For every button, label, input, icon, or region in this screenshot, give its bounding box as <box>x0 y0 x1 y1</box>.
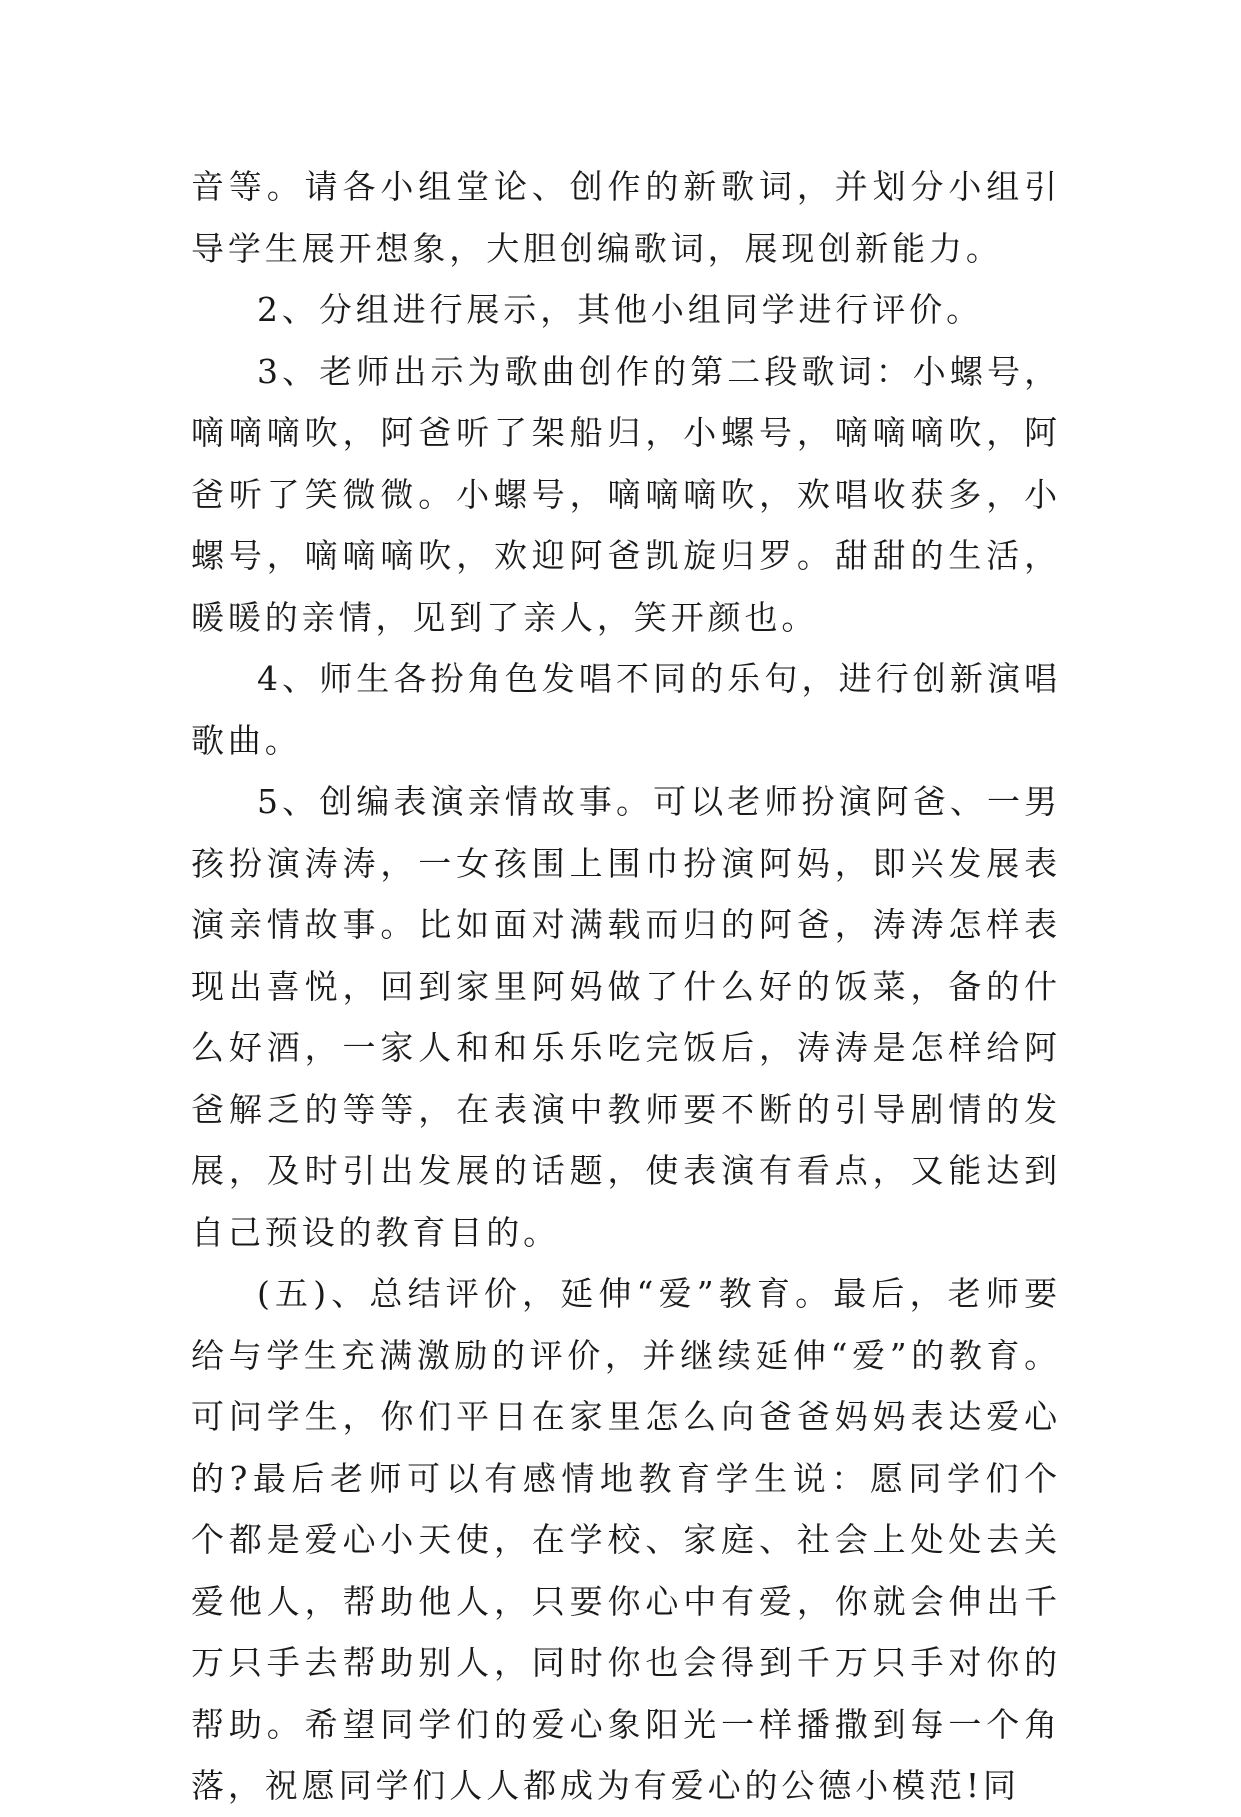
paragraph-3: 3、老师出示为歌曲创作的第二段歌词：小螺号，嘀嘀嘀吹，阿爸听了架船归，小螺号，嘀嘀嘀吹，阿爸听了笑微微。小螺号，嘀嘀嘀吹，欢唱收获多，小螺号，嘀嘀嘀吹，欢迎阿爸凯旋归罗。甜甜的生活，暖暖的亲情，见到了亲人，笑开颜也。 <box>191 351 1061 637</box>
document-body <box>191 156 1061 1817</box>
paragraph-5: 5、创编表演亲情故事。可以老师扮演阿爸、一男孩扮演涛涛，一女孩围上围巾扮演阿妈，即兴发展表演亲情故事。比如面对满载而归的阿爸，涛涛怎样表现出喜悦，回到家里阿妈做了什么好的饭菜，备的什么好酒，一家人和和乐乐吃完饭后，涛涛是怎样给阿爸解乏的等等，在表演中教师要不断的引导剧情的发展，及时引出发展的话题，使表演有看点，又能达到自己预设的教育目的。 <box>191 782 1061 1252</box>
paragraph-1: 音等。请各小组堂论、创作的新歌词，并划分小组引导学生展开想象，大胆创编歌词，展现创新能力。 <box>191 167 1061 268</box>
paragraph-6: (五)、总结评价，延伸“爱”教育。最后，老师要给与学生充满激励的评价，并继续延伸“爱”的教育。可问学生，你们平日在家里怎么向爸爸妈妈表达爱心的?最后老师可以有感情地教育学生说：愿同学们个个都是爱心小天使，在学校、家庭、社会上处处去关爱他人，帮助他人，只要你心中有爱，你就会伸出千万只手去帮助别人，同时你也会得到千万只手对你的帮助。希望同学们的爱心象阳光一样播撒到每一个角落，祝愿同学们人人都成为有爱心的公德小模范!同 <box>191 1274 1061 1805</box>
paragraph-2: 2、分组进行展示，其他小组同学进行评价。 <box>257 290 983 329</box>
paragraph-4: 4、师生各扮角色发唱不同的乐句，进行创新演唱歌曲。 <box>191 659 1061 760</box>
